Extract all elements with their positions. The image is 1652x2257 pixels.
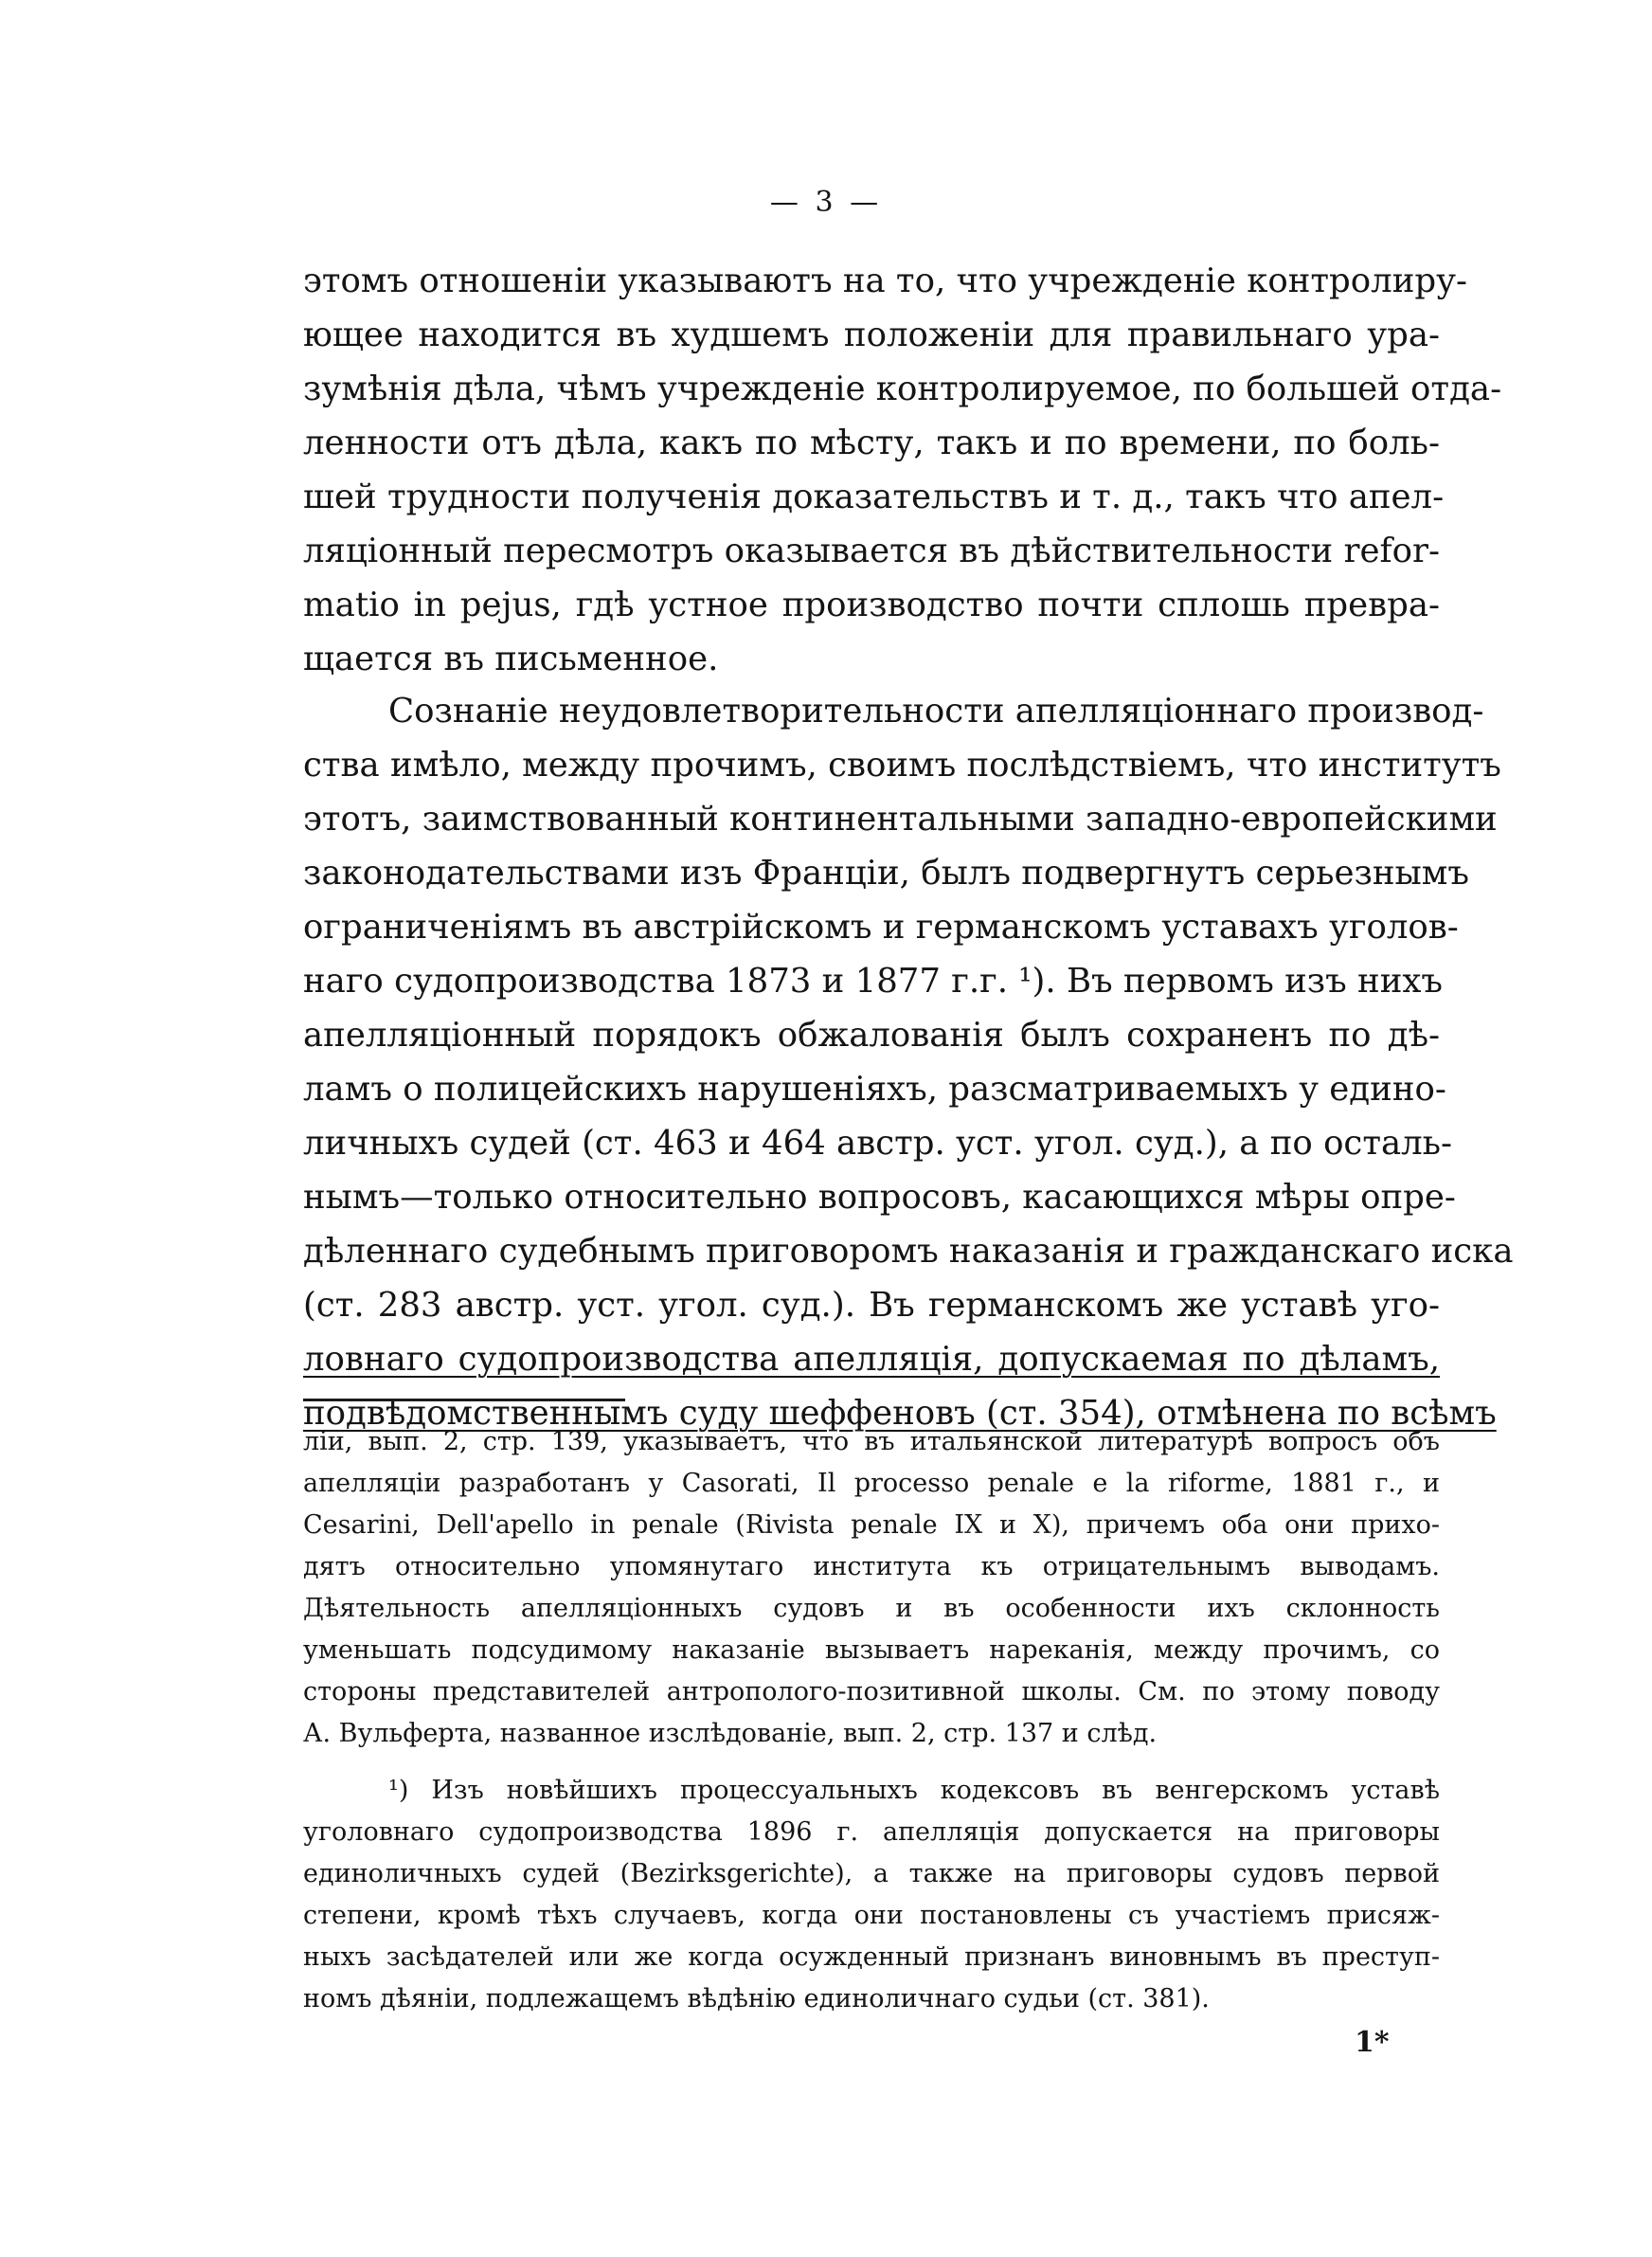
footnote-line: степени, кромѣ тѣхъ случаевъ, когда они постановлены съ участiемъ присяж- xyxy=(303,1901,1440,1930)
text-line: этомъ отношенiи указываютъ на то, что учрежденiе контролиру- xyxy=(303,262,1467,300)
footnote-line: Cesarini, Dell'apello in penale (Rivista penale IX и X), причемъ оба они прихо- xyxy=(303,1510,1440,1540)
text-line: подвѣдомственнымъ суду шеффеновъ (ст. 354), отмѣнена по всѣмъ xyxy=(303,1394,1497,1433)
footnote-line: ¹) Изъ новѣйшихъ процессуальныхъ кодексовъ въ венгерскомъ уставѣ xyxy=(388,1776,1440,1805)
text-line: ляцiонный пересмотръ оказывается въ дѣйствительности refor- xyxy=(303,532,1440,570)
footnote-line: уголовнаго судопроизводства 1896 г. апелляцiя допускается на приговоры xyxy=(303,1817,1440,1847)
footnote-line: ныхъ засѣдателей или же когда осужденный признанъ виновнымъ въ преступ- xyxy=(303,1942,1440,1972)
text-line: дѣленнаго судебнымъ приговоромъ наказанiя и гражданскаго иска xyxy=(303,1232,1514,1271)
text-line: (ст. 283 австр. уст. угол. суд.). Въ германскомъ же уставѣ уго- xyxy=(303,1286,1440,1325)
text-line: законодательствами изъ Францiи, былъ подвергнутъ серьезнымъ xyxy=(303,854,1469,893)
text-line: щается въ письменное. xyxy=(303,640,719,678)
text-line: ющее находится въ худшемъ положенiи для правильнаго ура- xyxy=(303,316,1440,354)
text-line: Сознанiе неудовлетворительности апелляцiоннаго производ- xyxy=(388,692,1484,731)
text-line: наго судопроизводства 1873 и 1877 г.г. ¹). Въ первомъ изъ нихъ xyxy=(303,962,1443,1001)
text-line: ленности отъ дѣла, какъ по мѣсту, такъ и по времени, по боль- xyxy=(303,424,1440,462)
text-line: этотъ, заимствованный континентальными западно-европейскими xyxy=(303,800,1498,839)
text-line: ограниченiямъ въ австрiйскомъ и германскомъ уставахъ уголов- xyxy=(303,908,1459,947)
footnote-line: дятъ относительно упомянутаго института къ отрицательнымъ выводамъ. xyxy=(303,1552,1440,1581)
footnote-line: единоличныхъ судей (Bezirksgerichte), а также на приговоры судовъ первой xyxy=(303,1859,1440,1888)
footnote-continuation xyxy=(303,1421,1440,1755)
footnote-line: уменьшать подсудимому наказанiе вызываетъ нареканiя, между прочимъ, со xyxy=(303,1635,1440,1665)
footnote-line: Дѣятельность апелляцiонныхъ судовъ и въ особенности ихъ склонность xyxy=(303,1594,1440,1623)
text-line: ловнаго судопроизводства апелляцiя, допускаемая по дѣламъ, xyxy=(303,1340,1440,1379)
text-line: matio in pejus, гдѣ устное производство почти сплошь превра- xyxy=(303,586,1440,624)
text-line: апелляцiонный порядокъ обжалованiя былъ сохраненъ по дѣ- xyxy=(303,1016,1440,1055)
footnote-divider xyxy=(303,1399,625,1401)
text-line: зумѣнiя дѣла, чѣмъ учрежденiе контролируемое, по большей отда- xyxy=(303,370,1502,408)
paragraph-2 xyxy=(303,684,1514,1440)
sheet-signature: 1* xyxy=(1355,2026,1390,2059)
page-number: — 3 — xyxy=(769,186,883,219)
text-line: шей трудности полученiя доказательствъ и т. д., такъ что апел- xyxy=(303,478,1445,516)
text-line: нымъ—только относительно вопросовъ, касающихся мѣры опре- xyxy=(303,1178,1456,1217)
text-line: ства имѣло, между прочимъ, своимъ послѣдствiемъ, что институтъ xyxy=(303,746,1501,785)
footnote-1 xyxy=(303,1770,1440,2020)
footnote-line: номъ дѣянiи, подлежащемъ вѣдѣнiю единоличнаго судьи (ст. 381). xyxy=(303,1984,1210,2013)
footnote-line: апелляцiи разработанъ у Casorati, Il processo penale e la riforme, 1881 г., и xyxy=(303,1469,1440,1498)
footnote-line: стороны представителей антрополого-позитивной школы. См. по этому поводу xyxy=(303,1677,1440,1706)
footnote-line: А. Вульферта, названное изслѣдованiе, вып. 2, стр. 137 и слѣд. xyxy=(303,1719,1158,1748)
paragraph-1 xyxy=(303,254,1502,686)
text-line: ламъ о полицейскихъ нарушенiяхъ, разсматриваемыхъ у едино- xyxy=(303,1070,1446,1109)
text-line: личныхъ судей (ст. 463 и 464 австр. уст. угол. суд.), а по осталь- xyxy=(303,1124,1452,1163)
footnote-line: лiи, вып. 2, стр. 139, указываетъ, что въ итальянской литературѣ вопросъ объ xyxy=(303,1427,1440,1456)
